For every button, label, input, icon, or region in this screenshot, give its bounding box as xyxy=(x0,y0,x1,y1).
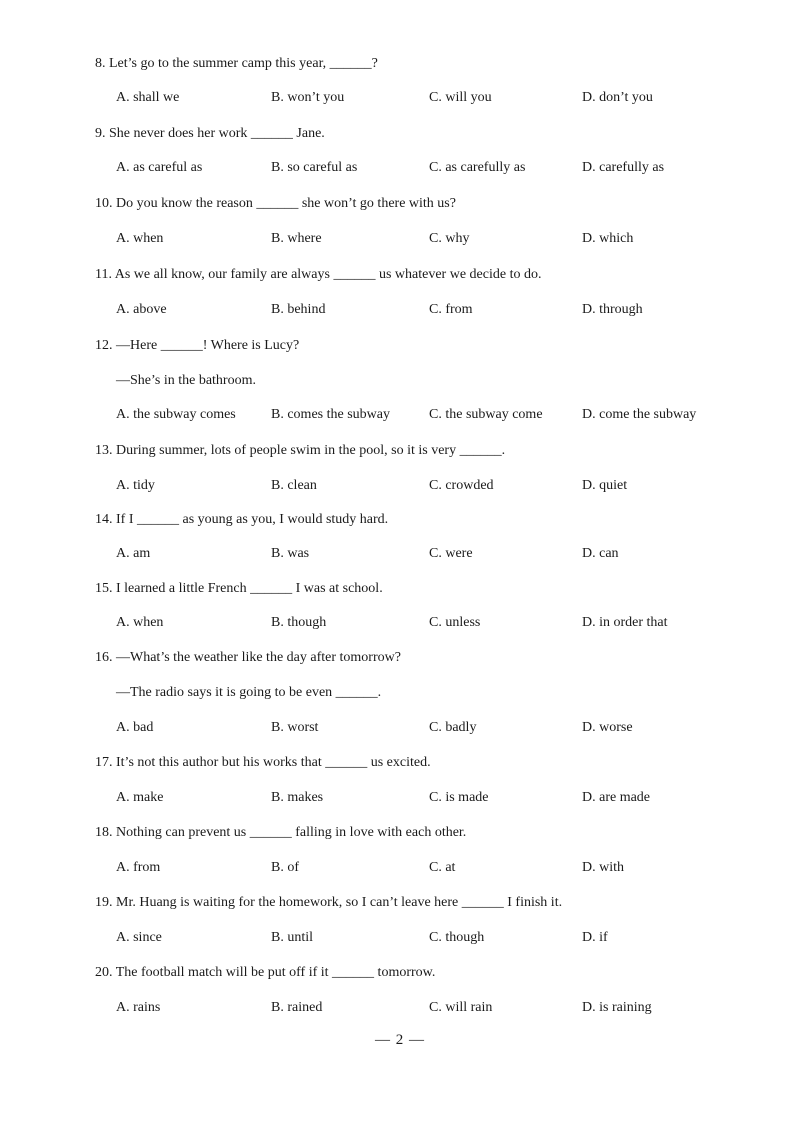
option-d: D. quiet xyxy=(582,478,628,493)
option-b: B. of xyxy=(271,860,299,875)
option-b: B. behind xyxy=(271,302,326,317)
option-a: A. when xyxy=(116,231,164,246)
option-b: B. though xyxy=(271,615,327,630)
option-b: B. won’t you xyxy=(271,90,345,105)
question-stem: 20. The football match will be put off if it ______ tomorrow. xyxy=(95,965,436,980)
option-a: A. from xyxy=(116,860,161,875)
question-options xyxy=(116,231,736,251)
option-a: A. am xyxy=(116,546,151,561)
question-options xyxy=(116,1000,736,1020)
question-stem: 12. —Here ______! Where is Lucy? xyxy=(95,338,300,353)
option-b: B. was xyxy=(271,546,310,561)
question-options xyxy=(116,90,736,110)
question-stem: 17. It’s not this author but his works that ______ us excited. xyxy=(95,755,431,770)
option-c: C. is made xyxy=(429,790,489,805)
dialogue-line: —The radio says it is going to be even ______. xyxy=(116,685,382,700)
option-d: D. if xyxy=(582,930,608,945)
question-stem: 9. She never does her work ______ Jane. xyxy=(95,126,325,141)
option-d: D. which xyxy=(582,231,634,246)
option-b: B. worst xyxy=(271,720,319,735)
option-c: C. why xyxy=(429,231,470,246)
question-stem: 11. As we all know, our family are always ______ us whatever we decide to do. xyxy=(95,267,542,282)
question-options xyxy=(116,160,736,180)
option-c: C. at xyxy=(429,860,456,875)
option-c: C. will rain xyxy=(429,1000,493,1015)
option-d: D. come the subway xyxy=(582,407,697,422)
option-c: C. unless xyxy=(429,615,481,630)
option-d: D. don’t you xyxy=(582,90,653,105)
option-b: B. clean xyxy=(271,478,317,493)
option-b: B. makes xyxy=(271,790,324,805)
option-c: C. from xyxy=(429,302,473,317)
option-b: B. where xyxy=(271,231,322,246)
question-options xyxy=(116,930,736,950)
question-options xyxy=(116,790,736,810)
option-a: A. above xyxy=(116,302,167,317)
option-d: D. through xyxy=(582,302,643,317)
page-number: — 2 — xyxy=(375,1032,425,1048)
question-stem: 10. Do you know the reason ______ she won’t go there with us? xyxy=(95,196,456,211)
option-a: A. tidy xyxy=(116,478,155,493)
option-a: A. rains xyxy=(116,1000,161,1015)
option-d: D. is raining xyxy=(582,1000,652,1015)
option-c: C. will you xyxy=(429,90,492,105)
question-stem: 19. Mr. Huang is waiting for the homework, so I can’t leave here ______ I finish it. xyxy=(95,895,563,910)
option-a: A. as careful as xyxy=(116,160,203,175)
option-c: C. though xyxy=(429,930,485,945)
option-d: D. with xyxy=(582,860,624,875)
option-a: A. bad xyxy=(116,720,154,735)
question-options xyxy=(116,720,736,740)
option-c: C. crowded xyxy=(429,478,494,493)
question-options xyxy=(116,302,736,322)
option-a: A. since xyxy=(116,930,162,945)
question-stem: 16. —What’s the weather like the day after tomorrow? xyxy=(95,650,401,665)
question-options xyxy=(116,860,736,880)
option-d: D. are made xyxy=(582,790,651,805)
question-stem: 13. During summer, lots of people swim in the pool, so it is very ______. xyxy=(95,443,506,458)
option-b: B. until xyxy=(271,930,314,945)
option-a: A. the subway comes xyxy=(116,407,236,422)
option-c: C. the subway come xyxy=(429,407,543,422)
option-a: A. make xyxy=(116,790,164,805)
question-stem: 15. I learned a little French ______ I was at school. xyxy=(95,581,383,596)
option-b: B. rained xyxy=(271,1000,323,1015)
question-stem: 14. If I ______ as young as you, I would study hard. xyxy=(95,512,389,527)
option-c: C. badly xyxy=(429,720,477,735)
option-d: D. carefully as xyxy=(582,160,665,175)
option-b: B. comes the subway xyxy=(271,407,390,422)
question-options xyxy=(116,546,736,566)
option-c: C. were xyxy=(429,546,473,561)
dialogue-line: —She’s in the bathroom. xyxy=(116,373,256,388)
question-options xyxy=(116,615,736,635)
option-c: C. as carefully as xyxy=(429,160,526,175)
question-stem: 18. Nothing can prevent us ______ falling in love with each other. xyxy=(95,825,467,840)
question-options xyxy=(116,407,736,427)
option-d: D. worse xyxy=(582,720,633,735)
question-stem: 8. Let’s go to the summer camp this year, ______? xyxy=(95,56,378,71)
option-b: B. so careful as xyxy=(271,160,358,175)
option-d: D. can xyxy=(582,546,619,561)
option-d: D. in order that xyxy=(582,615,668,630)
question-options xyxy=(116,478,736,498)
option-a: A. shall we xyxy=(116,90,180,105)
option-a: A. when xyxy=(116,615,164,630)
